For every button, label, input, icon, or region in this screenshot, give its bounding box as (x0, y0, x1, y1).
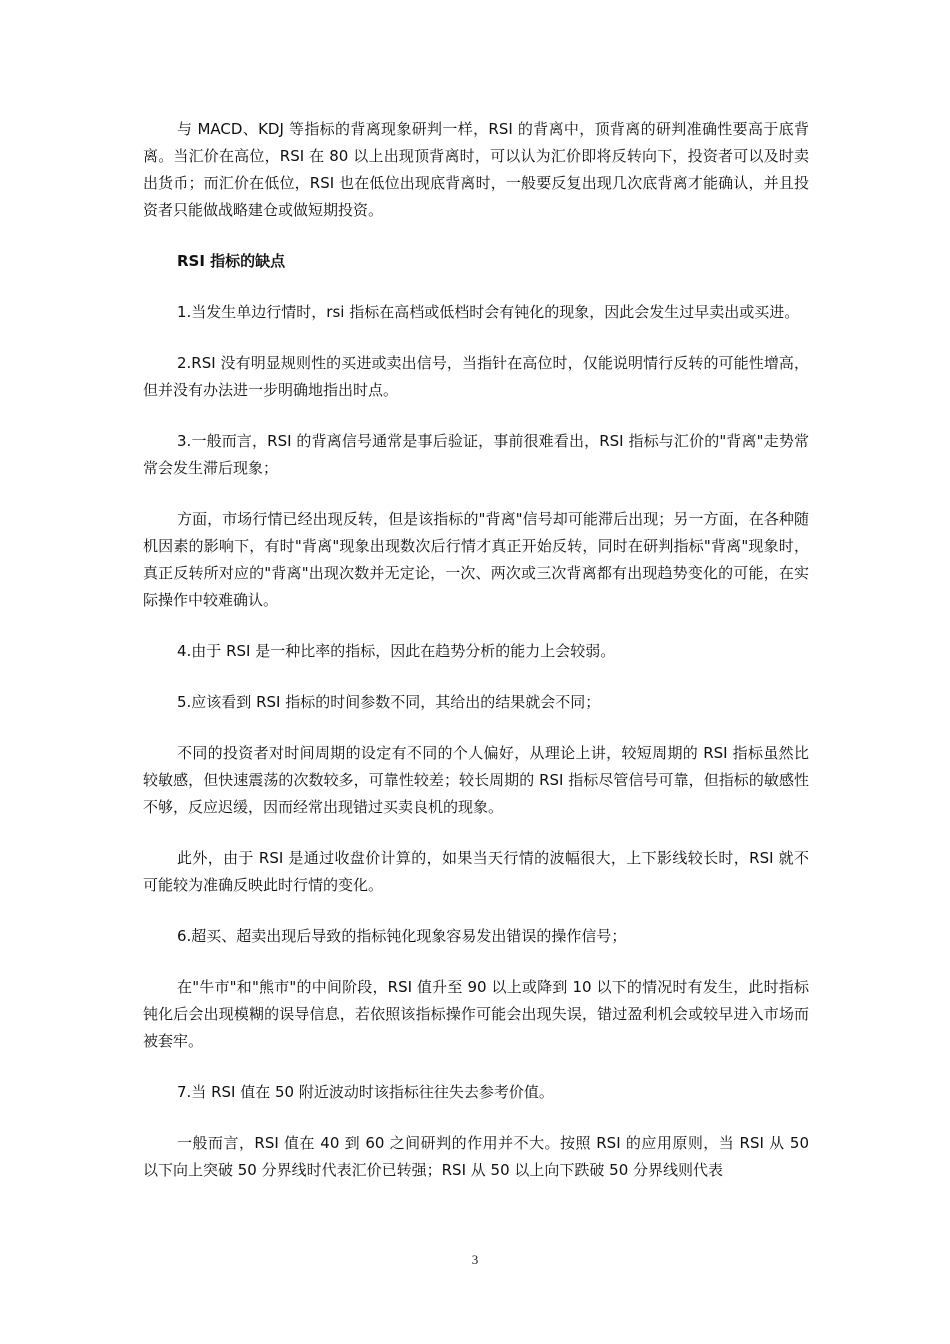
paragraph-drawback-4: 4.由于 RSI 是一种比率的指标，因此在趋势分析的能力上会较弱。 (177, 642, 616, 660)
paragraph-rsi-divergence: 与 MACD、KDJ 等指标的背离现象研判一样，RSI 的背离中，顶背离的研判准确性要高于底背离。当汇价在高位，RSI 在 80 以上出现顶背离时，可以认为汇价即将反转向下，投资者可以及时卖出货币；而汇价在低位，RSI 也在低位出现底背离时，一般要反复出现几次底背离才能确认，并且投资者只能做战略建仓或做短期投资。 (143, 120, 809, 219)
paragraph-drawback-2: 2.RSI 没有明显规则性的买进或卖出信号，当指针在高位时，仅能说明情行反转的可能性增高，但并没有办法进一步明确地指出时点。 (143, 354, 809, 399)
document-body (143, 116, 809, 1208)
paragraph-drawback-6-detail: 在"牛市"和"熊市"的中间阶段，RSI 值升至 90 以上或降到 10 以下的情况时有发生，此时指标钝化后会出现模糊的误导信息，若依照该指标操作可能会出现失误，错过盈利机会或较早进入市场而被套牢。 (143, 978, 809, 1050)
page-number: 3 (471, 1252, 479, 1267)
section-heading-rsi-drawbacks: RSI 指标的缺点 (177, 252, 286, 270)
paragraph-drawback-6: 6.超买、超卖出现后导致的指标钝化现象容易发出错误的操作信号； (177, 927, 627, 945)
paragraph-drawback-5: 5.应该看到 RSI 指标的时间参数不同，其给出的结果就会不同； (177, 693, 601, 711)
paragraph-drawback-3-detail: 方面，市场行情已经出现反转，但是该指标的"背离"信号却可能滞后出现；另一方面，在各种随机因素的影响下，有时"背离"现象出现数次后行情才真正开始反转，同时在研判指标"背离"现象时，真正反转所对应的"背离"出现次数并无定论，一次、两次或三次背离都有出现趋势变化的可能，在实际操作中较难确认。 (143, 510, 809, 609)
paragraph-drawback-1: 1.当发生单边行情时，rsi 指标在高档或低档时会有钝化的现象，因此会发生过早卖出或买进。 (177, 303, 800, 321)
paragraph-drawback-3: 3.一般而言，RSI 的背离信号通常是事后验证，事前很难看出，RSI 指标与汇价的"背离"走势常常会发生滞后现象； (143, 432, 809, 477)
paragraph-drawback-5-detail: 不同的投资者对时间周期的设定有不同的个人偏好，从理论上讲，较短周期的 RSI 指标虽然比较敏感，但快速震荡的次数较多，可靠性较差；较长周期的 RSI 指标尽管信号可靠，但指标的敏感性不够，反应迟缓，因而经常出现错过买卖良机的现象。 (143, 744, 809, 816)
paragraph-drawback-7: 7.当 RSI 值在 50 附近波动时该指标往往失去参考价值。 (177, 1083, 554, 1101)
paragraph-drawback-7-detail: 一般而言，RSI 值在 40 到 60 之间研判的作用并不大。按照 RSI 的应用原则，当 RSI 从 50 以下向上突破 50 分界线时代表汇价已转强；RSI 从 50 以上向下跌破 50 分界线则代表 (143, 1134, 809, 1179)
paragraph-drawback-5-extra: 此外，由于 RSI 是通过收盘价计算的，如果当天行情的波幅很大，上下影线较长时，RSI 就不可能较为准确反映此时行情的变化。 (143, 849, 809, 894)
